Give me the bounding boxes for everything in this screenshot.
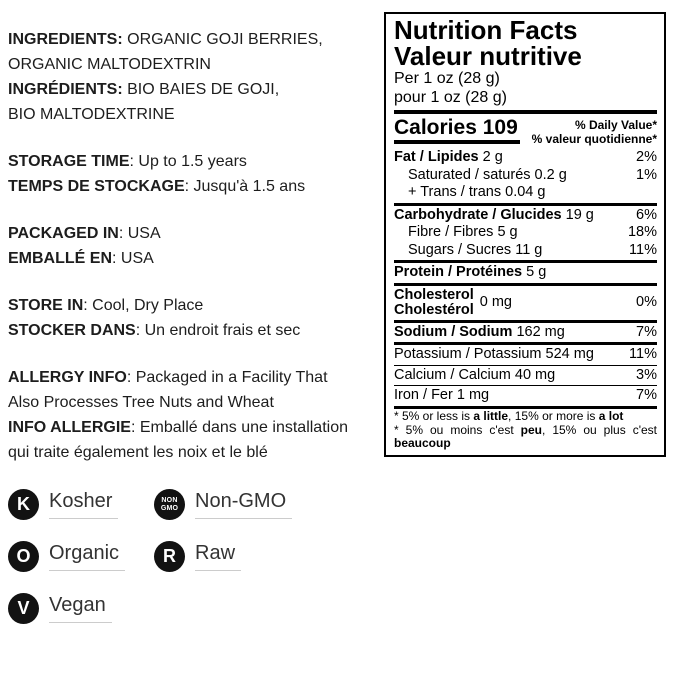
footnote-en-b1: a little (473, 408, 509, 423)
badge-raw (154, 541, 384, 572)
saturated-dv: 1% (636, 166, 657, 183)
ingredients-en-line2: ORGANIC MALTODEXTRIN (8, 56, 211, 73)
storage-fr-line (8, 174, 374, 199)
badge-non-gmo (154, 489, 384, 520)
ingredients-en-text: ORGANIC GOJI BERRIES, (127, 31, 323, 48)
footnote-fr-b1: peu (520, 422, 542, 437)
footnote-fr (394, 424, 657, 450)
non-gmo-icon-line2: GMO (160, 504, 179, 512)
vegan-link[interactable]: Vegan (49, 594, 112, 623)
organic-icon: O (8, 541, 39, 572)
ingredients-fr-text: BIO BAIES DE GOJI, (127, 81, 280, 98)
sugars-amount: 11 g (515, 241, 543, 258)
storage-en-text: : Up to 1.5 years (129, 153, 247, 170)
nutrient-row-cholesterol (394, 287, 657, 319)
saturated-amount: 0.2 g (534, 166, 567, 183)
protein-cholesterol-divider (394, 283, 657, 286)
daily-value-header (532, 116, 657, 146)
calcium-amount: 40 mg (514, 366, 556, 383)
store-in-section (8, 293, 374, 343)
sodium-name: Sodium / Sodium (394, 323, 513, 340)
carbohydrate-name: Carbohydrate / Glucides (394, 206, 562, 223)
daily-value-fr: % valeur quotidienne* (531, 132, 657, 146)
footnote-en-p2: , 15% or more is (508, 408, 599, 423)
protein-amount: 5 g (526, 264, 547, 280)
certification-badges (8, 489, 384, 624)
fat-name: Fat / Lipides (394, 149, 479, 165)
nutrient-row-protein (394, 264, 657, 282)
footnote-fr-b2: beaucoup (394, 435, 451, 450)
packaged-fr-label: EMBALLÉ EN (8, 250, 112, 267)
ingredients-fr-line2: BIO MALTODEXTRINE (8, 106, 175, 123)
packaged-fr-line (8, 246, 374, 271)
badge-vegan (8, 593, 154, 624)
raw-link[interactable]: Raw (195, 542, 241, 571)
footnote-fr-p2: , 15% ou plus c'est (542, 422, 657, 437)
potassium-name: Potassium / Potassium (394, 346, 542, 362)
nutrient-row-iron (394, 387, 657, 405)
packaged-en-line (8, 221, 374, 246)
fat-dv: 2% (636, 149, 657, 165)
calories-value (394, 116, 520, 144)
allergy-fr-label: INFO ALLERGIE (8, 419, 131, 436)
sugars-dv: 11% (629, 241, 657, 258)
ingredients-fr-line1 (8, 77, 374, 102)
footnote-en-b2: a lot (598, 408, 624, 423)
store-en-label: STORE IN (8, 297, 84, 314)
allergy-fr-line2: qui traite également les noix et le blé (8, 444, 268, 461)
non-gmo-icon (154, 489, 185, 520)
storage-en-label: STORAGE TIME (8, 153, 130, 170)
calcium-dv: 3% (636, 366, 657, 383)
allergy-en-line2: Also Processes Tree Nuts and Wheat (8, 394, 274, 411)
badge-organic (8, 541, 154, 572)
fibre-name: Fibre / Fibres (408, 224, 494, 240)
nutrient-row-carbohydrate (394, 207, 657, 225)
allergy-en-line1 (8, 365, 374, 390)
cholesterol-name-en: Cholesterol (394, 286, 474, 303)
organic-link[interactable]: Organic (49, 542, 125, 571)
packaged-in-section (8, 221, 374, 271)
raw-icon: R (154, 541, 185, 572)
iron-dv: 7% (636, 387, 657, 403)
store-en-text: : Cool, Dry Place (83, 297, 204, 314)
fibre-amount: 5 g (497, 224, 518, 240)
nutrient-row-sugars (394, 242, 657, 260)
vegan-icon: V (8, 593, 39, 624)
store-fr-line (8, 318, 374, 343)
allergy-fr-text: : Emballé dans une installation (130, 419, 348, 436)
fibre-dv: 18% (627, 224, 657, 240)
allergy-en-text: : Packaged in a Facility That (126, 369, 328, 386)
store-en-line (8, 293, 374, 318)
cholesterol-dv: 0% (636, 293, 657, 310)
calories-row (394, 116, 657, 146)
nft-title-en: Nutrition Facts (394, 15, 578, 45)
nutrient-row-trans (394, 184, 657, 202)
calories-label: Calories (394, 116, 477, 139)
trans-name: + Trans / trans (408, 184, 502, 200)
nft-title-fr: Valeur nutritive (394, 41, 582, 71)
sodium-amount: 162 mg (516, 323, 565, 340)
ingredients-en-label: INGREDIENTS: (8, 31, 123, 48)
non-gmo-link[interactable]: Non-GMO (195, 490, 292, 519)
badge-kosher (8, 489, 154, 520)
store-fr-text: : Un endroit frais et sec (135, 322, 301, 339)
footnote-en-p1: * 5% or less is (394, 408, 474, 423)
cholesterol-name-fr: Cholestérol (394, 301, 474, 318)
potassium-amount: 524 mg (545, 346, 594, 362)
nft-serving-en: Per 1 oz (28 g) (394, 70, 500, 87)
packaged-en-label: PACKAGED IN (8, 225, 119, 242)
calories-number: 109 (482, 116, 518, 139)
ingredients-section (8, 27, 374, 127)
nutrient-row-saturated (394, 167, 657, 185)
allergy-info-section (8, 365, 374, 465)
footnote-fr-p1: * 5% ou moins c'est (394, 422, 521, 437)
carbohydrate-amount: 19 g (565, 206, 594, 223)
product-info-column (8, 27, 374, 487)
nutrition-facts-panel (384, 12, 666, 457)
kosher-icon: K (8, 489, 39, 520)
trans-amount: 0.04 g (505, 184, 546, 200)
storage-fr-text: : Jusqu'à 1.5 ans (184, 178, 306, 195)
carb-protein-divider (394, 260, 657, 263)
sodium-dv: 7% (636, 323, 657, 340)
protein-name: Protein / Protéines (394, 264, 523, 280)
nutrient-row-calcium (394, 367, 657, 385)
potassium-dv: 11% (629, 346, 657, 362)
sodium-potassium-divider (394, 342, 657, 345)
ingredients-en-line1 (8, 27, 374, 52)
packaged-fr-text: : USA (112, 250, 154, 267)
ingredients-fr-label: INGRÉDIENTS: (8, 81, 123, 98)
footnote-en (394, 410, 657, 423)
nutrient-row-potassium (394, 346, 657, 364)
cholesterol-amount: 0 mg (479, 293, 513, 310)
header-divider (394, 110, 657, 114)
calcium-iron-divider (394, 385, 657, 386)
fat-carb-divider (394, 203, 657, 206)
allergy-fr-line1 (8, 415, 374, 440)
sugars-name: Sugars / Sucres (408, 241, 512, 258)
fat-amount: 2 g (482, 149, 503, 165)
nutrient-row-fibre (394, 224, 657, 242)
saturated-name: Saturated / saturés (408, 166, 531, 183)
store-fr-label: STOCKER DANS (8, 322, 136, 339)
nft-serving-fr: pour 1 oz (28 g) (394, 89, 507, 106)
packaged-en-text: : USA (118, 225, 161, 242)
iron-name: Iron / Fer (394, 387, 453, 403)
nutrient-row-fat (394, 149, 657, 167)
nutrient-row-sodium (394, 324, 657, 342)
storage-en-line (8, 149, 374, 174)
calcium-name: Calcium / Calcium (394, 366, 511, 383)
storage-fr-label: TEMPS DE STOCKAGE (8, 178, 185, 195)
daily-value-en: % Daily Value* (574, 118, 657, 132)
cholesterol-sodium-divider (394, 320, 657, 323)
kosher-link[interactable]: Kosher (49, 490, 118, 519)
iron-amount: 1 mg (456, 387, 490, 403)
non-gmo-icon-line1: NON (161, 497, 178, 504)
potassium-calcium-divider (394, 365, 657, 366)
storage-time-section (8, 149, 374, 199)
allergy-en-label: ALLERGY INFO (8, 369, 127, 386)
carbohydrate-dv: 6% (636, 206, 657, 223)
